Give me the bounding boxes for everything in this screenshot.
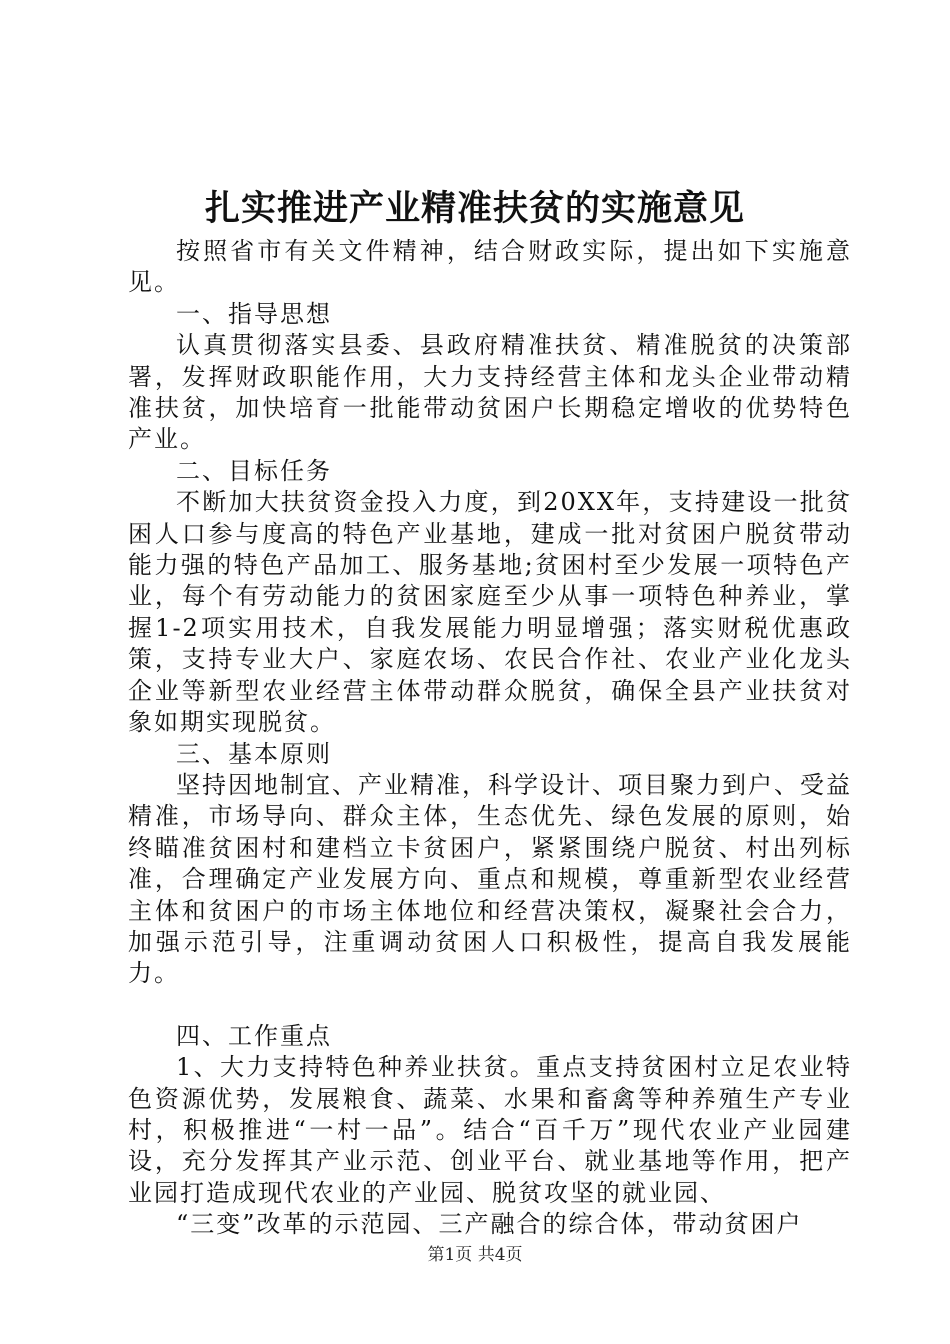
section-heading-guiding-thought: 一、指导思想 [176, 299, 332, 328]
section-paragraph-basic-principles: 坚持因地制宜、产业精准，科学设计、项目聚力到户、受益精准，市场导向、群众主体，生态优先、绿色发展的原则，始终瞄准贫困村和建档立卡贫困户，紧紧围绕户脱贫、村出列标准，合理确定产业发展方向、重点和规模，尊重新型农业经营主体和贫困户的市场主体地位和经营决策权，凝聚社会合力，加强示范引导，注重调动贫困人口积极性，提高自我发展能力。 [128, 770, 852, 988]
document-body [128, 236, 852, 1241]
section-paragraph-work-focus-item1: 1、大力支持特色种养业扶贫。重点支持贫困村立足农业特色资源优势，发展粮食、蔬菜、水果和畜禽等种养殖生产专业村，积极推进“一村一品”。结合“百千万”现代农业产业园建设，充分发挥其产业示范、创业平台、就业基地等作用，把产业园打造成现代农业的产业园、脱贫攻坚的就业园、 [128, 1053, 852, 1207]
page-footer: 第1页 共4页 [427, 1245, 523, 1265]
section-heading-work-focus: 四、工作重点 [176, 1021, 332, 1050]
section-paragraph-work-focus-item1-continued: “三变”改革的示范园、三产融合的综合体，带动贫困户 [176, 1210, 803, 1239]
section-heading-target-tasks: 二、目标任务 [176, 456, 332, 485]
section-paragraph-guiding-thought: 认真贯彻落实县委、县政府精准扶贫、精准脱贫的决策部署，发挥财政职能作用，大力支持经营主体和龙头企业带动精准扶贫，加快培育一批能带动贫困户长期稳定增收的优势特色产业。 [128, 331, 852, 454]
section-paragraph-target-tasks: 不断加大扶贫资金投入力度，到20XX年，支持建设一批贫困人口参与度高的特色产业基地，建成一批对贫困户脱贫带动能力强的特色产品加工、服务基地;贫困村至少发展一项特色产业，每个有劳动能力的贫困家庭至少从事一项特色种养业，掌握1-2项实用技术，自我发展能力明显增强；落实财税优惠政策，支持专业大户、家庭农场、农民合作社、农业产业化龙头企业等新型农业经营主体带动群众脱贫，确保全县产业扶贫对象如期实现脱贫。 [128, 488, 852, 737]
document-title: 扎实推进产业精准扶贫的实施意见 [204, 188, 745, 229]
section-heading-basic-principles: 三、基本原则 [176, 739, 332, 768]
intro-paragraph: 按照省市有关文件精神，结合财政实际，提出如下实施意见。 [128, 237, 852, 297]
